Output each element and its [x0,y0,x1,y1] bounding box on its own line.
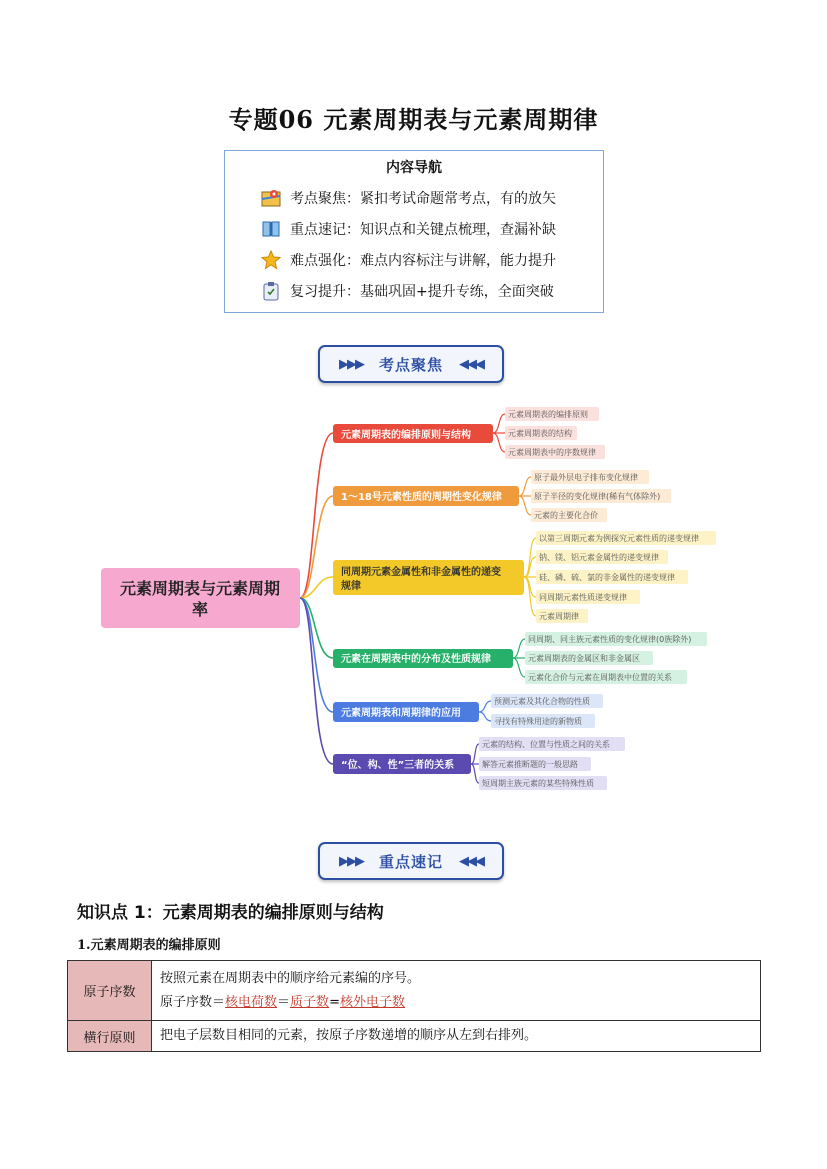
principle-table [67,960,761,1052]
row-value [152,961,761,1021]
leaf-label: 元素周期律 [539,612,579,621]
row-label: 横行原则 [68,1021,152,1052]
root-label-line2: 率 [191,600,209,619]
arrows-right-icon: ▶▶▶ [338,853,363,869]
leaf-label: 同周期元素性质递变规律 [539,593,627,602]
banner-label: 考点聚焦 [378,355,443,374]
connector [300,433,333,598]
root-label-line1: 元素周期表与元素周期 [119,579,281,598]
leaf-label: 元素周期表中的序数规律 [508,448,596,457]
nav-item-text: 考点聚焦：紧扣考试命题常考点，有的放矢 [290,191,556,207]
formula-term: 核电荷数 [225,994,278,1010]
table-row [68,961,761,1021]
formula-term: 核外电子数 [339,994,405,1010]
branch-label: 1～18号元素性质的周期性变化规律 [341,492,502,503]
branch-label: “位、构、性”三者的关系 [341,760,455,771]
book-icon [261,219,281,239]
leaf-label: 原子半径的变化规律(稀有气体除外) [534,492,661,501]
arrows-right-icon: ▶▶▶ [338,356,363,372]
row-value: 把电子层数目相同的元素，按原子序数递增的顺序从左到右排列。 [152,1021,761,1052]
connector [300,496,333,598]
nav-item-focus [261,187,556,209]
leaf-label: 元素周期表的结构 [508,429,572,438]
leaf-label: 元素的结构、位置与性质之间的关系 [482,740,610,749]
map-icon [261,188,281,208]
formula-eq: ＝ [277,994,291,1010]
leaf-label: 解答元素推断题的一般思路 [482,760,578,769]
leaf-label: 硅、磷、硫、氯的非金属性的递变规律 [539,573,675,582]
formula-eq: = [329,994,340,1010]
content-navigation-box [224,150,604,313]
star-icon [261,250,281,270]
nav-heading: 内容导航 [386,160,442,176]
leaf-label: 以第三周期元素为例探究元素性质的递变规律 [539,534,699,543]
page-title: 专题06 元素周期表与元素周期律 [228,105,599,134]
formula [160,991,752,1015]
row-text: 按照元素在周期表中的顺序给元素编的序号。 [160,970,421,986]
banner-memo [318,842,504,880]
leaf-label: 元素化合价与元素在周期表中位置的关系 [528,673,672,682]
leaf-label: 元素的主要化合价 [534,511,598,520]
sub-heading: 1.元素周期表的编排原则 [77,938,221,953]
connector [300,598,333,764]
leaf-label: 预测元素及其化合物的性质 [494,697,590,706]
leaf-label: 同周期、同主族元素性质的变化规律(0族除外) [528,635,692,644]
mind-map [0,400,827,800]
leaf-label: 寻找有特殊用途的新物质 [494,717,582,726]
leaf-label: 钠、镁、铝元素金属性的递变规律 [539,553,659,562]
branch-label: 元素周期表和周期律的应用 [341,708,461,719]
branch-label-line1: 同周期元素金属性和非金属性的递变 [341,567,501,578]
row-label: 原子序数 [68,961,152,1021]
branch-label: 元素在周期表中的分布及性质规律 [341,654,491,665]
nav-item-text: 重点速记：知识点和关键点梳理，查漏补缺 [290,222,556,238]
branch-label-line2: 规律 [341,581,361,592]
nav-item-text: 复习提升：基础巩固+提升专练，全面突破 [290,284,554,300]
leaf-label: 原子最外层电子排布变化规律 [534,473,638,482]
connector [300,598,333,712]
banner-focus [318,345,504,383]
nav-item-difficulty [261,249,556,271]
mindmap-root [101,568,300,628]
nav-item-text: 难点强化：难点内容标注与讲解，能力提升 [290,253,556,269]
arrows-left-icon: ◀◀◀ [459,853,483,869]
banner-label: 重点速记 [378,852,443,871]
clipboard-icon [261,281,281,301]
formula-prefix: 原子序数＝ [160,994,226,1010]
nav-item-memo [261,218,556,240]
leaf-label: 元素周期表的编排原则 [508,410,588,419]
formula-term: 质子数 [290,994,330,1010]
leaf-label: 短周期主族元素的某些特殊性质 [482,779,594,788]
arrows-left-icon: ◀◀◀ [459,356,483,372]
section-heading: 知识点 1：元素周期表的编排原则与结构 [77,903,384,923]
table-row [68,1021,761,1052]
leaf-label: 元素周期表的金属区和非金属区 [528,654,640,663]
nav-item-review [261,280,554,302]
branch-label: 元素周期表的编排原则与结构 [341,430,471,441]
